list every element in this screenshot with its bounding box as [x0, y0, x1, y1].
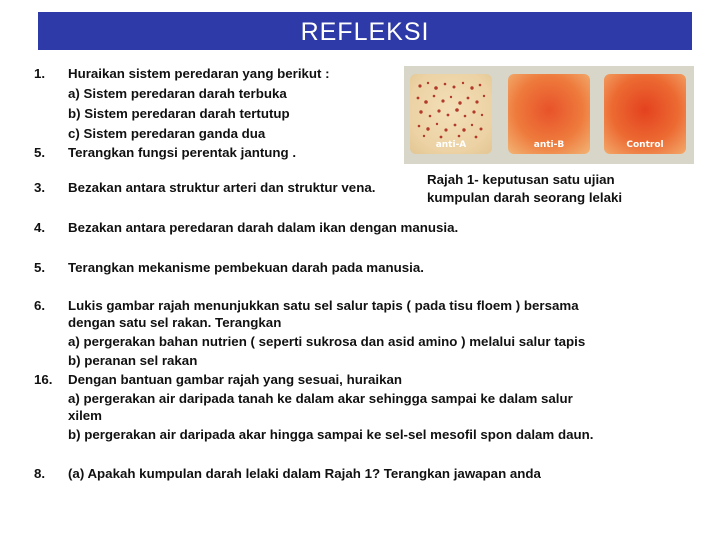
item-number: 5.	[34, 260, 46, 275]
item-text: b) peranan sel rakan	[68, 353, 198, 368]
item-text: a) Sistem peredaran darah terbuka	[68, 86, 287, 101]
item-text: Huraikan sistem peredaran yang berikut :	[68, 66, 330, 81]
item-text: c) Sistem peredaran ganda dua	[68, 126, 266, 141]
item-number: 1.	[34, 66, 46, 81]
plate-anti-b	[508, 74, 590, 154]
item-number: 16.	[34, 372, 53, 387]
caption-line: Rajah 1- keputusan satu ujian	[427, 172, 615, 187]
item-text: Bezakan antara struktur arteri dan struktur vena.	[68, 180, 376, 195]
plate-label: Control	[626, 140, 664, 150]
item-text: Dengan bantuan gambar rajah yang sesuai, huraikan	[68, 372, 402, 387]
plate-anti-a	[410, 74, 492, 154]
item-text: Lukis gambar rajah menunjukkan satu sel salur tapis ( pada tisu floem ) bersama	[68, 298, 579, 313]
item-number: 3.	[34, 180, 46, 195]
item-text: Terangkan fungsi perentak jantung .	[68, 145, 297, 160]
item-text: xilem	[68, 408, 103, 423]
figure-caption	[418, 168, 640, 208]
item-text: (a) Apakah kumpulan darah lelaki dalam Rajah 1? Terangkan jawapan anda	[68, 466, 541, 481]
plate-control	[604, 74, 686, 154]
item-text: a) pergerakan bahan nutrien ( seperti sukrosa dan asid amino ) melalui salur tapis	[68, 334, 586, 349]
item-number: 4.	[34, 220, 46, 235]
clump-dots	[410, 74, 492, 144]
plate-label: anti-B	[533, 140, 565, 150]
item-number: 8.	[34, 466, 46, 481]
item-number: 6.	[34, 298, 46, 313]
item-text: Bezakan antara peredaran darah dalam ikan dengan manusia.	[68, 220, 459, 235]
item-text: b) Sistem peredaran darah tertutup	[68, 106, 290, 121]
item-text: dengan satu sel rakan. Terangkan	[68, 315, 282, 330]
caption-line: kumpulan darah seorang lelaki	[427, 190, 623, 205]
title-bar	[38, 12, 692, 50]
item-number: 5.	[34, 145, 46, 160]
item-text: a) pergerakan air daripada tanah ke dalam akar sehingga sampai ke dalam salur	[68, 391, 573, 406]
plate-label: anti-A	[435, 140, 467, 150]
item-text: b) pergerakan air daripada akar hingga sampai ke sel-sel mesofil spon dalam daun.	[68, 427, 594, 442]
item-text: Terangkan mekanisme pembekuan darah pada manusia.	[68, 260, 424, 275]
slide-title: REFLEKSI	[300, 18, 430, 46]
blood-test-photo	[404, 66, 694, 164]
